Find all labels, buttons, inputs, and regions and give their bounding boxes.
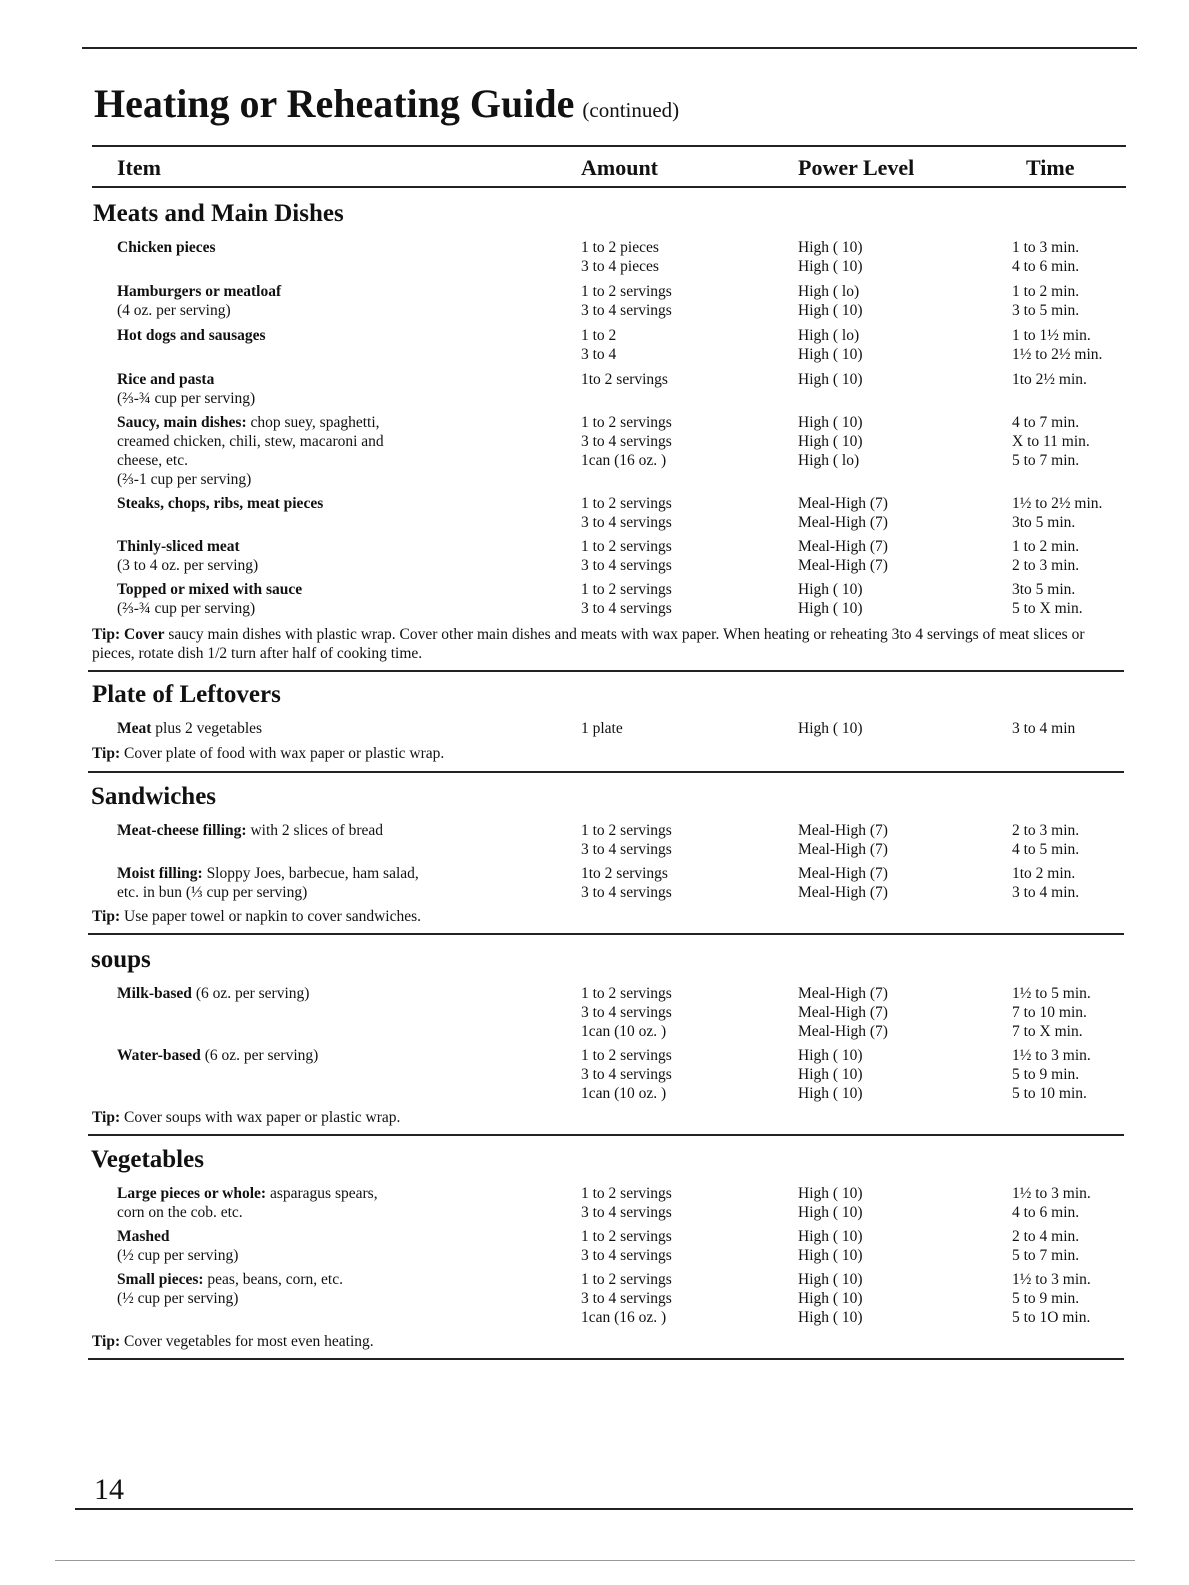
tip-text: Cover plate of food with wax paper or plastic wrap. — [124, 745, 445, 762]
item-cell: (½ cup per serving) — [117, 1247, 239, 1264]
amount-cell: 1can (10 oz. ) — [581, 1085, 667, 1102]
time-cell: 4 to 6 min. — [1012, 1204, 1080, 1221]
amount-cell: 1 to 2 servings — [581, 1228, 672, 1245]
item-cell: creamed chicken, chili, stew, macaroni and — [117, 433, 384, 450]
amount-cell: 3 to 4 servings — [581, 433, 672, 450]
leftovers-tip — [92, 744, 1122, 763]
table-row — [0, 864, 1189, 883]
time-cell: 1½ to 3 min. — [1012, 1185, 1091, 1202]
item-cell: etc. in bun (⅓ cup per serving) — [117, 884, 308, 901]
table-row — [0, 326, 1189, 345]
time-cell: 5 to 9 min. — [1012, 1066, 1080, 1083]
item-cell: Mashed — [117, 1228, 170, 1245]
time-cell: 2 to 4 min. — [1012, 1228, 1080, 1245]
amount-cell: 1 to 2 — [581, 327, 617, 344]
power-level-cell: Meal-High (7) — [798, 557, 888, 574]
table-row — [0, 1227, 1189, 1246]
item-cell — [117, 1046, 318, 1065]
table-row — [0, 1003, 1189, 1022]
table-row — [0, 1022, 1189, 1041]
item-cell — [117, 864, 419, 883]
item-cell: Thinly-sliced meat — [117, 538, 240, 555]
item-cell: Steaks, chops, ribs, meat pieces — [117, 495, 324, 512]
item-cell: cheese, etc. — [117, 452, 188, 469]
time-cell: 5 to 7 min. — [1012, 452, 1080, 469]
power-level-cell: High ( lo) — [798, 283, 860, 300]
item-cell: Chicken pieces — [117, 239, 216, 256]
table-row — [0, 494, 1189, 513]
power-level-cell: Meal-High (7) — [798, 1004, 888, 1021]
title-text: Heating or Reheating Guide — [94, 81, 575, 126]
power-level-cell: Meal-High (7) — [798, 1023, 888, 1040]
power-level-cell: High ( 10) — [798, 1271, 863, 1288]
power-level-cell: High ( 10) — [798, 581, 863, 598]
amount-cell: 1 to 2 servings — [581, 495, 672, 512]
time-cell: 1to 2½ min. — [1012, 371, 1087, 388]
item-text: peas, beans, corn, etc. — [207, 1271, 343, 1288]
soups-rule — [88, 1134, 1124, 1136]
amount-cell: 1 to 2 servings — [581, 538, 672, 555]
power-level-cell: High ( 10) — [798, 258, 863, 275]
table-row — [0, 257, 1189, 276]
tip-label: Tip: — [92, 1109, 121, 1126]
amount-cell: 1can (16 oz. ) — [581, 452, 667, 469]
top-rule — [82, 47, 1137, 49]
item-cell: (⅔-1 cup per serving) — [117, 471, 252, 488]
time-cell: 5 to X min. — [1012, 600, 1083, 617]
power-level-cell: High ( 10) — [798, 346, 863, 363]
title-continued: (continued) — [582, 98, 680, 122]
item-cell — [117, 821, 383, 840]
power-level-cell: Meal-High (7) — [798, 514, 888, 531]
leftovers-rule — [88, 771, 1124, 773]
time-cell: 1 to 3 min. — [1012, 239, 1080, 256]
item-cell: (⅔-¾ cup per serving) — [117, 600, 256, 617]
time-cell: 3 to 5 min. — [1012, 302, 1080, 319]
table-row — [0, 282, 1189, 301]
column-header-item: Item — [117, 155, 161, 180]
power-level-cell: High ( 10) — [798, 1047, 863, 1064]
amount-cell: 1can (16 oz. ) — [581, 1309, 667, 1326]
header-bottom-rule — [92, 186, 1126, 188]
table-row — [0, 513, 1189, 532]
section-title-leftovers: Plate of Leftovers — [92, 681, 281, 708]
power-level-cell: High ( 10) — [798, 239, 863, 256]
table-row — [0, 821, 1189, 840]
time-cell: 1to 2 min. — [1012, 865, 1076, 882]
amount-cell: 3 to 4 — [581, 346, 617, 363]
item-bold-label: Water-based — [117, 1047, 201, 1064]
item-bold-label: Moist filling: — [117, 865, 203, 882]
item-text: (6 oz. per serving) — [195, 985, 310, 1002]
table-row — [0, 370, 1189, 389]
item-cell: (4 oz. per serving) — [117, 302, 231, 319]
meats-rule — [88, 670, 1124, 672]
item-cell: (⅔-¾ cup per serving) — [117, 390, 256, 407]
power-level-cell: High ( 10) — [798, 1290, 863, 1307]
time-cell: 3 to 4 min — [1012, 720, 1076, 737]
time-cell: 7 to 10 min. — [1012, 1004, 1087, 1021]
table-row — [0, 470, 1189, 489]
meats-tip — [92, 625, 1122, 663]
tip-text: Cover soups with wax paper or plastic wrap. — [124, 1109, 401, 1126]
section-title-sandwiches: Sandwiches — [91, 783, 217, 810]
power-level-cell: High ( 10) — [798, 1247, 863, 1264]
time-cell: 5 to 1O min. — [1012, 1309, 1091, 1326]
tip-text: Use paper towel or napkin to cover sandwiches. — [124, 908, 422, 925]
amount-cell: 1to 2 servings — [581, 865, 668, 882]
tip-label: Tip: — [92, 745, 121, 762]
soups-tip — [92, 1108, 1122, 1127]
power-level-cell: High ( 10) — [798, 1309, 863, 1326]
table-row — [0, 1203, 1189, 1222]
time-cell: 3to 5 min. — [1012, 514, 1076, 531]
amount-cell: 1to 2 servings — [581, 371, 668, 388]
amount-cell: 3 to 4 servings — [581, 841, 672, 858]
time-cell: 1½ to 3 min. — [1012, 1047, 1091, 1064]
item-cell: corn on the cob. etc. — [117, 1204, 243, 1221]
time-cell: 1 to 1½ min. — [1012, 327, 1091, 344]
vegetables-rule — [88, 1358, 1124, 1360]
amount-cell: 1 to 2 servings — [581, 581, 672, 598]
item-cell: (½ cup per serving) — [117, 1290, 239, 1307]
item-text: (6 oz. per serving) — [204, 1047, 319, 1064]
power-level-cell: High ( 10) — [798, 302, 863, 319]
table-row — [0, 537, 1189, 556]
table-row — [0, 432, 1189, 451]
sandwiches-tip — [92, 907, 1122, 926]
amount-cell: 3 to 4 servings — [581, 884, 672, 901]
power-level-cell: High ( 10) — [798, 720, 863, 737]
item-cell — [117, 984, 309, 1003]
power-level-cell: Meal-High (7) — [798, 538, 888, 555]
tip-label: Tip: — [92, 908, 121, 925]
amount-cell: 3 to 4 servings — [581, 1066, 672, 1083]
amount-cell: 1 to 2 servings — [581, 283, 672, 300]
header-top-rule — [92, 145, 1126, 147]
power-level-cell: High ( 10) — [798, 1228, 863, 1245]
time-cell: 5 to 7 min. — [1012, 1247, 1080, 1264]
amount-cell: 3 to 4 servings — [581, 514, 672, 531]
table-row — [0, 1246, 1189, 1265]
item-text: asparagus spears, — [269, 1185, 378, 1202]
tip-text: saucy main dishes with plastic wrap. Cover other main dishes and meats with wax paper. When heating or reheating 3to 4 servings of meat slices or pieces, rotate dish 1/2 turn after half of cooking time. — [92, 626, 1085, 662]
column-header-power: Power Level — [798, 155, 915, 180]
table-row — [0, 599, 1189, 618]
time-cell: 5 to 10 min. — [1012, 1085, 1087, 1102]
item-cell: (3 to 4 oz. per serving) — [117, 557, 259, 574]
item-cell — [117, 1270, 343, 1289]
footer-rule — [75, 1508, 1133, 1510]
amount-cell: 1can (10 oz. ) — [581, 1023, 667, 1040]
item-cell: Hamburgers or meatloaf — [117, 283, 282, 300]
vegetables-tip — [92, 1332, 1122, 1351]
column-header-time: Time — [1026, 155, 1075, 180]
time-cell: X to 11 min. — [1012, 433, 1090, 450]
item-text: plus 2 vegetables — [155, 720, 263, 737]
table-row — [0, 1084, 1189, 1103]
power-level-cell: High ( lo) — [798, 327, 860, 344]
table-row — [0, 984, 1189, 1003]
amount-cell: 1 to 2 servings — [581, 414, 672, 431]
item-cell — [117, 1184, 378, 1203]
amount-cell: 1 to 2 pieces — [581, 239, 659, 256]
table-row — [0, 556, 1189, 575]
amount-cell: 1 to 2 servings — [581, 1271, 672, 1288]
power-level-cell: High ( lo) — [798, 452, 860, 469]
tip-label: Tip: — [92, 1333, 121, 1350]
column-header-amount: Amount — [581, 155, 659, 180]
table-row — [0, 1046, 1189, 1065]
amount-cell: 1 to 2 servings — [581, 1185, 672, 1202]
time-cell: 1½ to 3 min. — [1012, 1271, 1091, 1288]
page-number: 14 — [94, 1473, 124, 1506]
time-cell: 1½ to 2½ min. — [1012, 346, 1103, 363]
amount-cell: 3 to 4 servings — [581, 1204, 672, 1221]
amount-cell: 3 to 4 servings — [581, 600, 672, 617]
item-cell: Rice and pasta — [117, 371, 215, 388]
page-title — [94, 80, 679, 127]
time-cell: 4 to 5 min. — [1012, 841, 1080, 858]
power-level-cell: Meal-High (7) — [798, 841, 888, 858]
power-level-cell: High ( 10) — [798, 600, 863, 617]
item-cell: Hot dogs and sausages — [117, 327, 266, 344]
amount-cell: 3 to 4 pieces — [581, 258, 659, 275]
time-cell: 1 to 2 min. — [1012, 283, 1080, 300]
table-row — [0, 413, 1189, 432]
time-cell: 3to 5 min. — [1012, 581, 1076, 598]
time-cell: 2 to 3 min. — [1012, 557, 1080, 574]
item-bold-label: Milk-based — [117, 985, 192, 1002]
amount-cell: 1 to 2 servings — [581, 1047, 672, 1064]
table-row — [0, 1289, 1189, 1308]
table-row — [0, 840, 1189, 859]
table-row — [0, 389, 1189, 408]
power-level-cell: Meal-High (7) — [798, 884, 888, 901]
time-cell: 2 to 3 min. — [1012, 822, 1080, 839]
amount-cell: 3 to 4 servings — [581, 1004, 672, 1021]
time-cell: 1½ to 5 min. — [1012, 985, 1091, 1002]
item-text: with 2 slices of bread — [250, 822, 384, 839]
amount-cell: 3 to 4 servings — [581, 302, 672, 319]
power-level-cell: High ( 10) — [798, 1066, 863, 1083]
power-level-cell: Meal-High (7) — [798, 865, 888, 882]
table-row — [0, 580, 1189, 599]
section-title-soups: soups — [91, 946, 151, 973]
table-row — [0, 1184, 1189, 1203]
tip-text: Cover vegetables for most even heating. — [124, 1333, 374, 1350]
table-row — [0, 883, 1189, 902]
power-level-cell: High ( 10) — [798, 414, 863, 431]
power-level-cell: High ( 10) — [798, 1204, 863, 1221]
table-row — [0, 238, 1189, 257]
amount-cell: 3 to 4 servings — [581, 1247, 672, 1264]
table-row — [0, 1270, 1189, 1289]
section-title-vegetables: Vegetables — [91, 1146, 204, 1173]
table-row — [0, 451, 1189, 470]
item-bold-label: Saucy, main dishes: — [117, 414, 247, 431]
time-cell: 1 to 2 min. — [1012, 538, 1080, 555]
tip-label: Tip: Cover — [92, 626, 165, 643]
item-bold-label: Meat-cheese filling: — [117, 822, 247, 839]
item-text: chop suey, spaghetti, — [250, 414, 380, 431]
bottom-edge-rule — [55, 1560, 1135, 1561]
amount-cell: 1 to 2 servings — [581, 822, 672, 839]
power-level-cell: High ( 10) — [798, 433, 863, 450]
item-cell — [117, 413, 380, 432]
power-level-cell: Meal-High (7) — [798, 822, 888, 839]
time-cell: 7 to X min. — [1012, 1023, 1083, 1040]
power-level-cell: Meal-High (7) — [798, 495, 888, 512]
power-level-cell: High ( 10) — [798, 1185, 863, 1202]
amount-cell: 3 to 4 servings — [581, 1290, 672, 1307]
time-cell: 3 to 4 min. — [1012, 884, 1080, 901]
amount-cell: 1 to 2 servings — [581, 985, 672, 1002]
item-text: Sloppy Joes, barbecue, ham salad, — [206, 865, 419, 882]
section-title-meats: Meats and Main Dishes — [93, 200, 344, 227]
power-level-cell: High ( 10) — [798, 371, 863, 388]
item-bold-label: Meat — [117, 720, 152, 737]
time-cell: 4 to 6 min. — [1012, 258, 1080, 275]
item-cell: Topped or mixed with sauce — [117, 581, 303, 598]
item-bold-label: Large pieces or whole: — [117, 1185, 267, 1202]
power-level-cell: Meal-High (7) — [798, 985, 888, 1002]
item-bold-label: Small pieces: — [117, 1271, 204, 1288]
table-row — [0, 345, 1189, 364]
table-row — [0, 1065, 1189, 1084]
time-cell: 4 to 7 min. — [1012, 414, 1080, 431]
item-cell — [117, 719, 262, 738]
table-row — [0, 301, 1189, 320]
amount-cell: 1 plate — [581, 720, 623, 737]
amount-cell: 3 to 4 servings — [581, 557, 672, 574]
sandwiches-rule — [88, 933, 1124, 935]
table-row — [0, 1308, 1189, 1327]
time-cell: 1½ to 2½ min. — [1012, 495, 1103, 512]
power-level-cell: High ( 10) — [798, 1085, 863, 1102]
time-cell: 5 to 9 min. — [1012, 1290, 1080, 1307]
table-row — [0, 719, 1189, 738]
